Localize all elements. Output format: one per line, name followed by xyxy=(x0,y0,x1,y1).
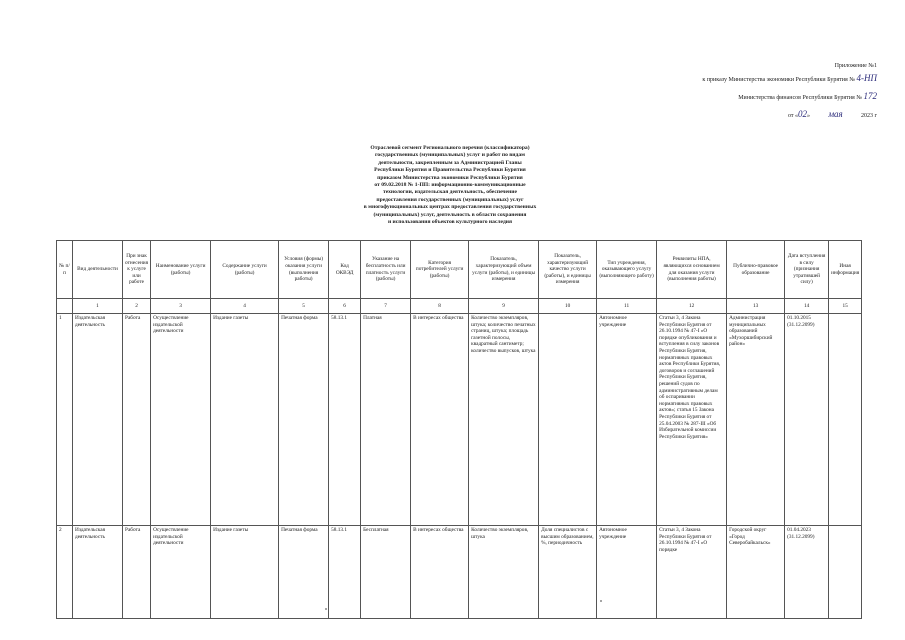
order-line-minecon xyxy=(702,74,877,84)
row-municipality: Администрация муниципальных образований «Мухоршибирский район» xyxy=(727,314,785,526)
row-no: 1 xyxy=(57,314,73,526)
row-activity: Издательская деятельность xyxy=(73,526,123,619)
date-month: мая xyxy=(828,109,843,119)
order-line-minfin xyxy=(738,92,877,102)
row-date: 01.10.2015 (31.12.2099) xyxy=(785,314,829,526)
header-form: Условия (формы) оказания услуги (выполнения работы) xyxy=(279,241,329,299)
header-date: Дата вступления в силу (признания утратившей силу) xyxy=(785,241,829,299)
row-sign: Работа xyxy=(123,526,151,619)
row-sign: Работа xyxy=(123,314,151,526)
column-number: 13 xyxy=(727,299,785,314)
row-form: Печатная форма xyxy=(279,526,329,619)
column-number: 12 xyxy=(657,299,727,314)
row-quality: Доля специалистов с высшим образованием, %, периодичность xyxy=(539,526,597,619)
header-municipality: Публично-правовое образование xyxy=(727,241,785,299)
row-service: Осуществление издательской деятельности xyxy=(151,314,211,526)
scan-speck xyxy=(600,600,602,602)
row-volume: Количество экземпляров, штука xyxy=(469,526,539,619)
column-number: 9 xyxy=(469,299,539,314)
order-minfin-prefix: Министерства финансов Республики Бурятия № xyxy=(738,95,862,101)
column-number xyxy=(57,299,73,314)
row-paid: Бесплатная xyxy=(361,526,411,619)
row-npa: Статьи 3, 4 Закона Республики Бурятия от 26.10.1994 № 47-I «О порядке xyxy=(657,526,727,619)
appendix-label xyxy=(835,62,877,70)
column-number: 3 xyxy=(151,299,211,314)
order-minecon-prefix: к приказу Министерства экономики Республики Бурятия № xyxy=(702,77,855,83)
column-number: 1 xyxy=(73,299,123,314)
order-date-line xyxy=(788,110,877,120)
date-day: 02 xyxy=(798,109,808,119)
header-service: Наименование услуги (работы) xyxy=(151,241,211,299)
header-quality: Показатель, характеризующий качество услуги (работы), и единицы измерения xyxy=(539,241,597,299)
column-number: 5 xyxy=(279,299,329,314)
row-activity: Издательская деятельность xyxy=(73,314,123,526)
row-okved: 58.13.1 xyxy=(329,526,361,619)
order-minfin-number: 172 xyxy=(863,91,877,101)
column-numbers-row xyxy=(57,299,862,314)
services-table xyxy=(56,240,862,619)
column-number: 15 xyxy=(829,299,862,314)
column-number: 6 xyxy=(329,299,361,314)
date-year: 2023 г xyxy=(861,113,877,119)
column-number: 2 xyxy=(123,299,151,314)
row-paid: Платная xyxy=(361,314,411,526)
row-consumers: В интересах общества xyxy=(411,526,469,619)
column-number: 10 xyxy=(539,299,597,314)
header-content: Содержание услуги (работы) xyxy=(211,241,279,299)
row-no: 2 xyxy=(57,526,73,619)
row-volume: Количество экземпляров, штука; количество печатных страниц, штука; площадь газетной полосы, квадратный сантиметр; количество выпусков, штука xyxy=(469,314,539,526)
row-content: Издание газеты xyxy=(211,314,279,526)
column-number: 8 xyxy=(411,299,469,314)
document-title: Отраслевой сегмент Регионального перечня (классификатора) государственных (муниципальных) услуг и работ по видам деятельности, закрепленным за Администрацией Главы Республики Бурятия и Правительства Республики Бурятия приказом Министерства экономики Республики Бурятия от 09.02.2018 № 1-ПП: информационно-коммуникационные технологии, издательская деятельность, обеспечение предоставления государственных (муниципальных) услуг в многофункциональных центрах предоставления государственных (муниципальных) услуг, деятельность в области сохранения и использования объектов культурного наследия xyxy=(363,145,537,226)
header-okved: Код ОКВЭД xyxy=(329,241,361,299)
date-prefix: от « xyxy=(787,113,799,119)
header-no: № п/п xyxy=(57,241,73,299)
header-row xyxy=(57,241,862,299)
table-row xyxy=(57,314,862,526)
appendix-text: Приложение №1 xyxy=(834,63,877,69)
row-other xyxy=(829,314,862,526)
table-row xyxy=(57,526,862,619)
column-number: 11 xyxy=(597,299,657,314)
row-okved: 58.13.1 xyxy=(329,314,361,526)
row-service: Осуществление издательской деятельности xyxy=(151,526,211,619)
header-paid: Указание на бесплатность или платность услуги (работы) xyxy=(361,241,411,299)
column-number: 7 xyxy=(361,299,411,314)
row-content: Издание газеты xyxy=(211,526,279,619)
order-minecon-number: 4-НП xyxy=(856,73,877,83)
header-inst-type: Тип учреждения, оказывающего услугу (выполняющего работу) xyxy=(597,241,657,299)
column-number: 4 xyxy=(211,299,279,314)
row-form: Печатная форма xyxy=(279,314,329,526)
row-municipality: Городской округ «Город Северобайкальск» xyxy=(727,526,785,619)
row-inst-type: Автономное учреждение xyxy=(597,526,657,619)
header-npa: Реквизиты НПА, являющихся основанием для оказания услуги (выполнения работы) xyxy=(657,241,727,299)
row-npa: Статьи 3, 4 Закона Республики Бурятия от 26.10.1994 № 47-I «О порядке опубликования и вступления в силу законов Республики Бурятия, нормативных правовых актов Республики Бурятия, договоров и соглашений Республики Бурятия, решений судов по административным делам об оспаривании нормативных правовых актов»; статья 15 Закона Республики Бурятия от 25.04.2003 № 287-III «Об Избирательной комиссии Республики Бурятия» xyxy=(657,314,727,526)
row-quality xyxy=(539,314,597,526)
row-inst-type: Автономное учреждение xyxy=(597,314,657,526)
header-volume: Показатель, характеризующий объем услуги (работы), и единицы измерения xyxy=(469,241,539,299)
row-consumers: В интересах общества xyxy=(411,314,469,526)
header-sign: При знак отнесения к услуге или работе xyxy=(123,241,151,299)
header-consumers: Категория потребителей услуги (работы) xyxy=(411,241,469,299)
date-mid: » xyxy=(807,113,811,119)
header-activity: Вид деятельности xyxy=(73,241,123,299)
header-other: Иная информация xyxy=(829,241,862,299)
row-other xyxy=(829,526,862,619)
scan-speck xyxy=(325,608,327,610)
column-number: 14 xyxy=(785,299,829,314)
row-date: 01.04.2023 (31.12.2099) xyxy=(785,526,829,619)
